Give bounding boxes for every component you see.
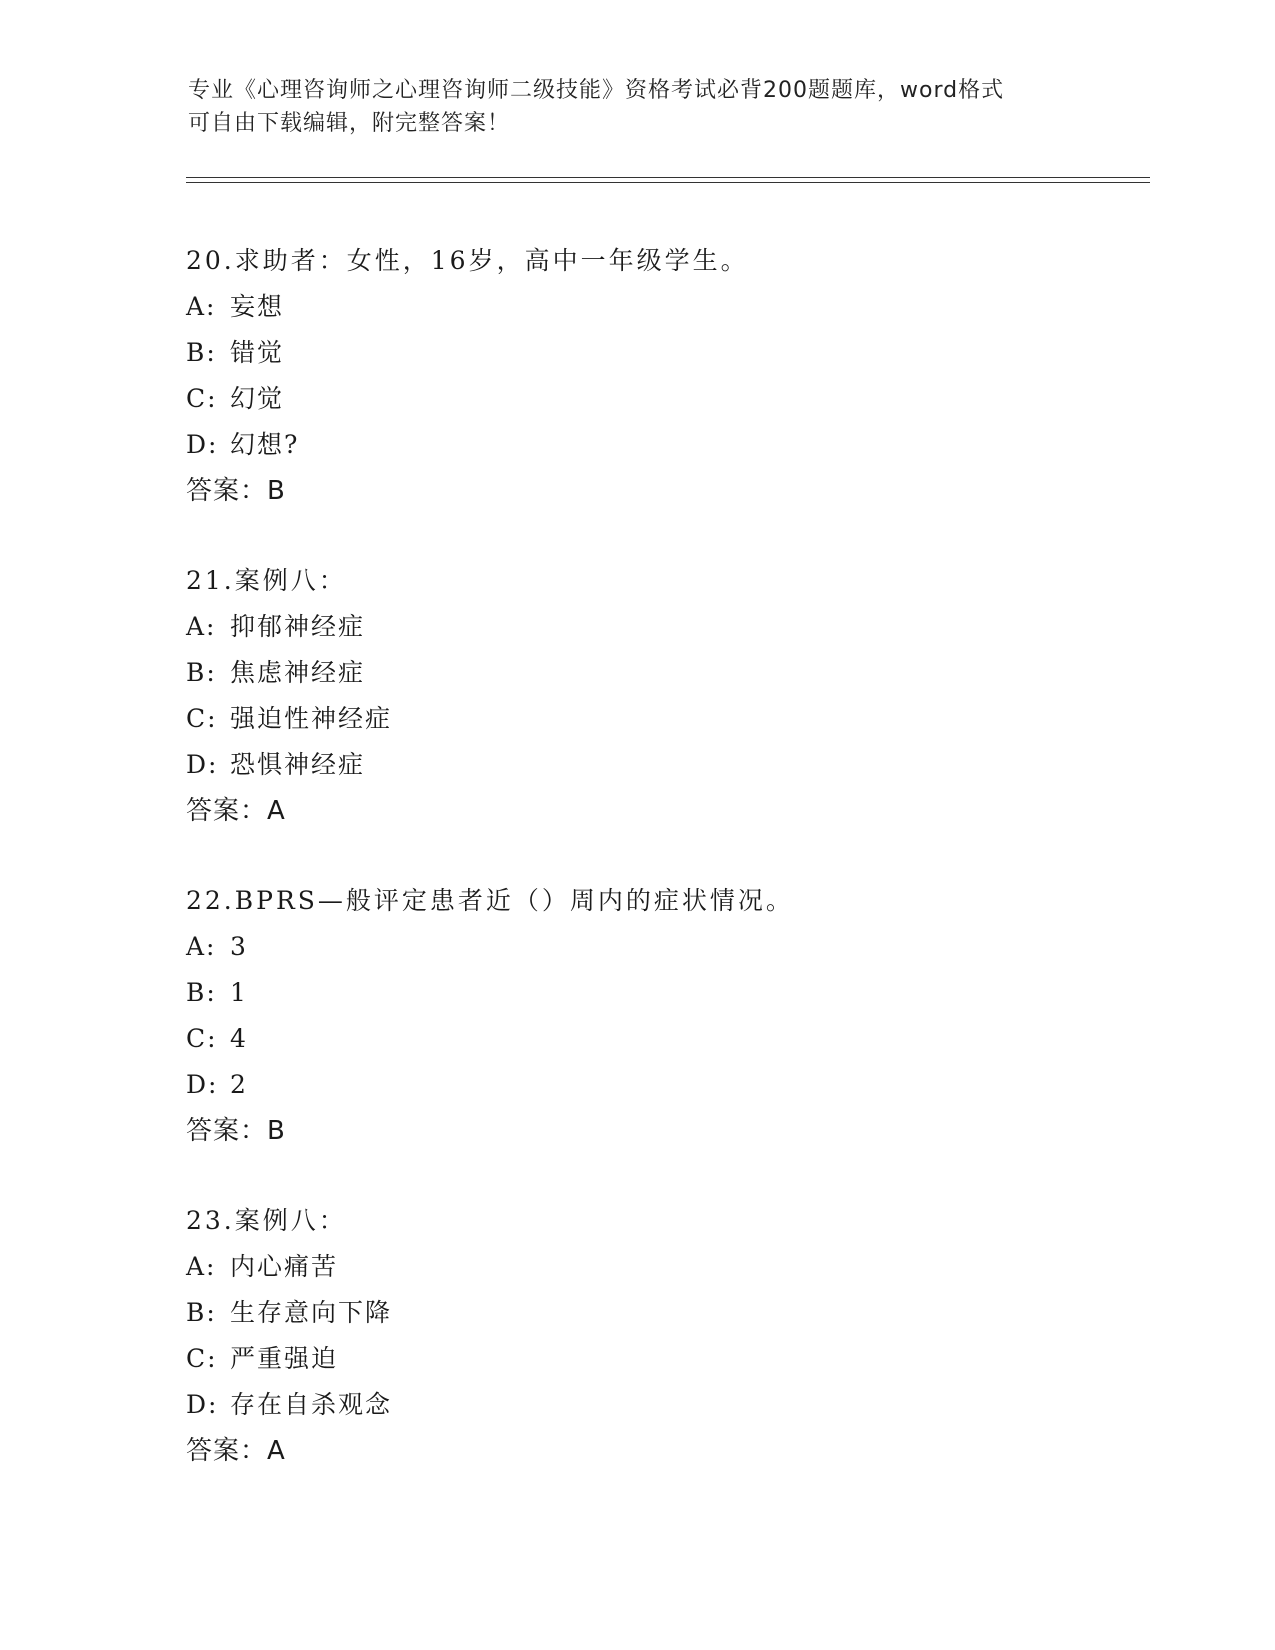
option-a [186,924,1146,970]
option-letter: D: [186,1070,219,1099]
question-22 [186,878,1146,1154]
question-21 [186,558,1146,834]
option-letter: D: [186,750,219,779]
option-c [186,376,1146,422]
option-letter: A: [186,612,217,641]
option-d [186,1062,1146,1108]
option-text: 1 [230,978,248,1007]
option-letter: D: [186,1390,219,1419]
question-list [186,238,1146,1474]
option-c [186,696,1146,742]
question-stem: 21.案例八： [186,566,347,595]
option-text: 严重强迫 [230,1344,339,1373]
option-letter: C: [186,1344,218,1373]
option-text: 2 [230,1070,248,1099]
option-text: 内心痛苦 [230,1252,339,1281]
option-b [186,1290,1146,1336]
answer-line: 答案：A [186,796,286,826]
option-text: 恐惧神经症 [230,750,366,779]
option-letter: C: [186,704,218,733]
header-rule-top [186,177,1150,178]
option-b [186,970,1146,1016]
option-letter: C: [186,1024,218,1053]
question-23 [186,1198,1146,1474]
option-letter: A: [186,292,217,321]
option-b [186,650,1146,696]
answer-line: 答案：B [186,476,286,506]
question-spacer [186,514,1146,558]
header-line-2: 可自由下载编辑，附完整答案！ [188,111,511,136]
option-text: 存在自杀观念 [230,1390,393,1419]
option-c [186,1016,1146,1062]
option-c [186,1336,1146,1382]
option-letter: A: [186,932,217,961]
option-text: 错觉 [230,338,285,367]
option-text: 3 [230,932,248,961]
option-letter: B: [186,1298,217,1327]
option-letter: B: [186,338,217,367]
question-stem: 23.案例八： [186,1206,347,1235]
option-text: 幻觉 [230,384,285,413]
option-letter: C: [186,384,218,413]
question-spacer [186,834,1146,878]
option-a [186,284,1146,330]
option-text: 抑郁神经症 [230,612,366,641]
option-d [186,1382,1146,1428]
option-letter: A: [186,1252,217,1281]
option-b [186,330,1146,376]
option-text: 焦虑神经症 [230,658,366,687]
option-text: 4 [230,1024,248,1053]
document-header [188,74,1068,140]
option-d [186,422,1146,468]
answer-line: 答案：A [186,1436,286,1466]
question-stem: 20.求助者：女性，16岁，高中一年级学生。 [186,246,749,275]
option-text: 幻想? [230,430,300,459]
option-letter: D: [186,430,219,459]
option-text: 强迫性神经症 [230,704,393,733]
header-line-1: 专业《心理咨询师之心理咨询师二级技能》资格考试必背200题题库，word格式 [188,78,1005,103]
answer-line: 答案：B [186,1116,286,1146]
option-letter: B: [186,658,217,687]
option-a [186,604,1146,650]
question-spacer [186,1154,1146,1198]
option-text: 生存意向下降 [230,1298,393,1327]
option-a [186,1244,1146,1290]
header-rule-bottom [186,182,1150,183]
option-d [186,742,1146,788]
option-text: 妄想 [230,292,285,321]
question-stem: 22.BPRS—般评定患者近（）周内的症状情况。 [186,886,794,915]
option-letter: B: [186,978,217,1007]
question-20 [186,238,1146,514]
